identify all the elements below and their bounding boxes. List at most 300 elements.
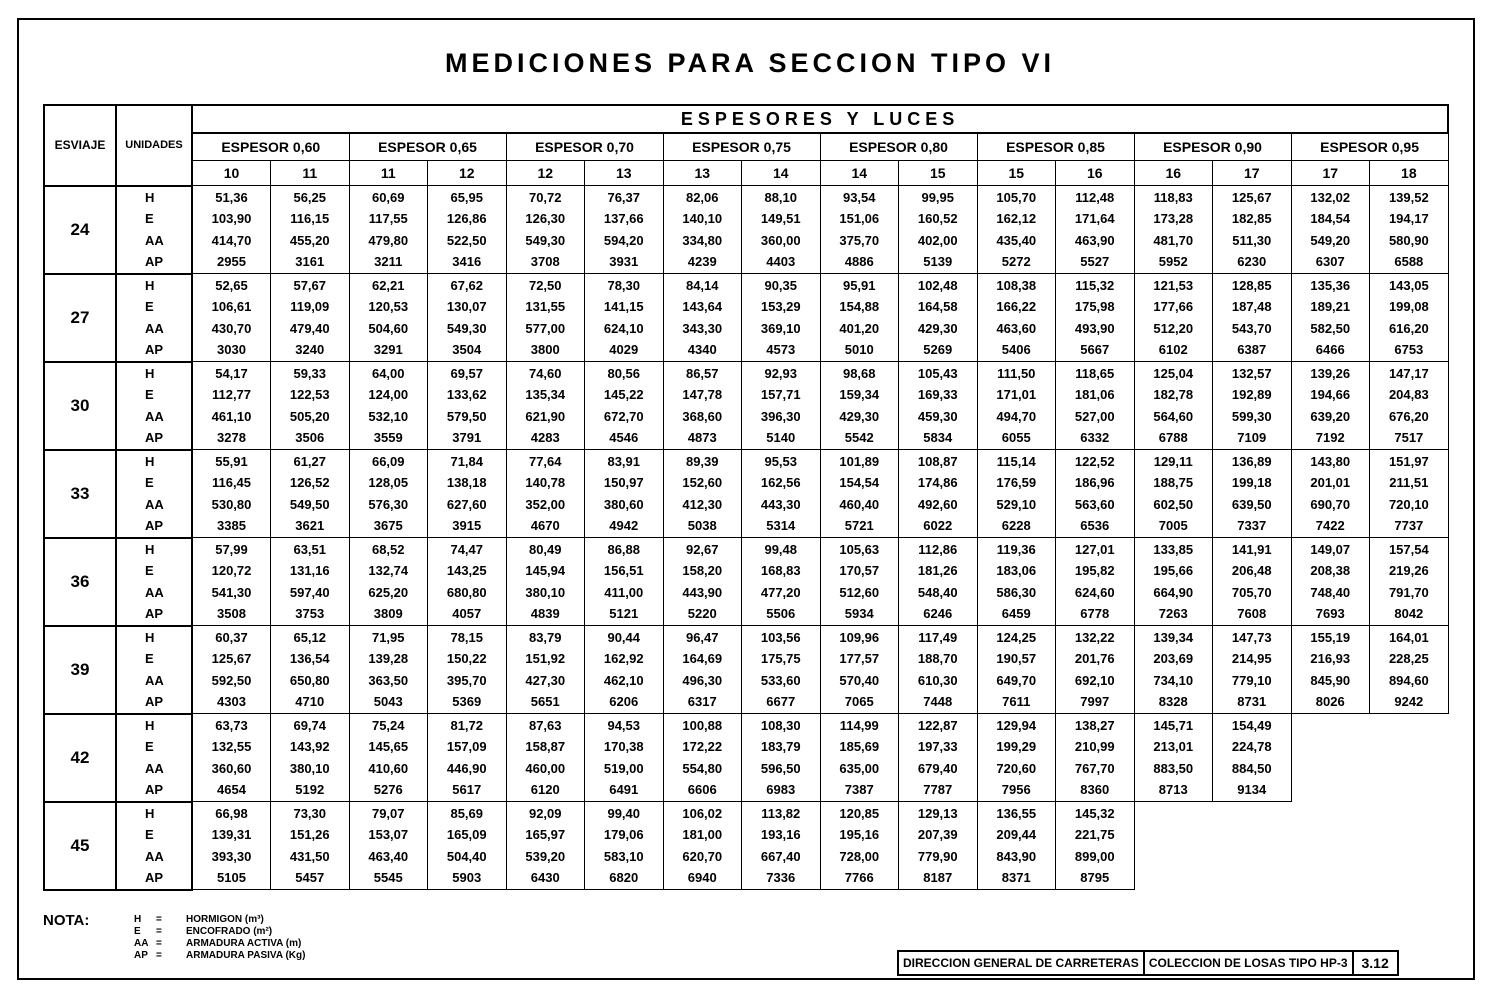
measurement-value: 141,91 [1231, 541, 1272, 557]
measurement-value: 504,60 [368, 320, 409, 336]
measurement-value: 71,84 [450, 453, 484, 469]
measurement-value: 492,60 [917, 496, 958, 512]
value-cell [977, 626, 1056, 714]
unit-cell [116, 362, 192, 450]
value-cell [1134, 538, 1213, 626]
luz-header: 17 [1213, 161, 1292, 186]
measurement-value: 66,98 [215, 805, 248, 821]
measurement-value: 3559 [373, 430, 403, 446]
esviaje-value: 33 [44, 450, 116, 538]
value-cell [899, 538, 978, 626]
measurement-value: 3291 [373, 342, 403, 358]
value-cell [663, 714, 742, 802]
measurement-value: 429,30 [839, 408, 880, 424]
measurement-value: 78,15 [450, 629, 484, 645]
measurement-value: 527,00 [1074, 408, 1115, 424]
value-cell [663, 802, 742, 890]
measurement-value: 92,93 [764, 365, 798, 381]
measurement-value: 157,09 [446, 739, 487, 755]
value-cell [1291, 362, 1370, 450]
value-cell [820, 186, 899, 274]
measurement-value: 105,43 [917, 365, 958, 381]
measurement-value: 139,52 [1388, 189, 1429, 205]
measurement-value: 576,30 [368, 496, 409, 512]
measurement-value: 3504 [452, 342, 482, 358]
measurement-value: 162,56 [760, 475, 801, 491]
measurement-value: 153,07 [368, 827, 409, 843]
measurement-value: 532,10 [368, 408, 409, 424]
unit-cell [116, 802, 192, 890]
unit-label: AP [145, 782, 164, 798]
measurement-value: 620,70 [682, 848, 723, 864]
value-cell [1370, 186, 1449, 274]
measurement-value: 8026 [1315, 694, 1345, 710]
measurement-value: 164,58 [917, 299, 958, 315]
measurement-value: 779,90 [917, 848, 958, 864]
value-cell [820, 714, 899, 802]
value-cell [899, 714, 978, 802]
measurement-value: 155,19 [1310, 629, 1351, 645]
measurement-value: 193,16 [760, 827, 801, 843]
value-cell [1134, 362, 1213, 450]
unit-cell [116, 274, 192, 362]
measurement-value: 460,00 [525, 760, 566, 776]
measurement-value: 692,10 [1074, 672, 1115, 688]
value-cell [1056, 274, 1135, 362]
measurement-value: 6206 [609, 694, 639, 710]
measurement-value: 118,65 [1075, 365, 1115, 381]
unit-label: AA [145, 408, 164, 424]
value-cell [349, 802, 428, 890]
measurement-value: 199,08 [1388, 299, 1429, 315]
measurement-value: 157,54 [1388, 541, 1429, 557]
measurement-value: 122,52 [1074, 453, 1115, 469]
value-cell [1056, 714, 1135, 802]
measurement-value: 201,76 [1074, 651, 1115, 667]
measurement-value: 624,10 [603, 320, 644, 336]
unit-label: AA [145, 848, 164, 864]
measurement-value: 152,60 [682, 475, 723, 491]
measurement-value: 8360 [1080, 782, 1110, 798]
nota-text: ENCOFRADO (m²) [186, 926, 273, 937]
measurement-value: 627,60 [446, 496, 487, 512]
unit-cell [116, 186, 192, 274]
measurement-value: 883,50 [1153, 760, 1194, 776]
measurement-value: 99,40 [607, 805, 641, 821]
table-row [44, 450, 1448, 538]
measurement-value: 109,96 [839, 629, 880, 645]
measurement-value: 60,37 [215, 629, 248, 645]
measurement-value: 459,30 [917, 408, 958, 424]
measurement-value: 884,50 [1231, 760, 1272, 776]
value-cell [349, 538, 428, 626]
measurement-value: 139,34 [1153, 629, 1194, 645]
value-cell [742, 186, 821, 274]
measurement-value: 75,24 [371, 717, 405, 733]
measurement-value: 4239 [687, 254, 717, 270]
measurement-value: 511,30 [1232, 232, 1272, 248]
measurement-value: 101,89 [839, 453, 880, 469]
measurement-value: 72,50 [528, 277, 562, 293]
measurement-value: 549,30 [525, 232, 566, 248]
luz-header: 18 [1370, 161, 1449, 186]
measurement-value: 162,92 [603, 651, 644, 667]
measurement-value: 150,97 [603, 475, 644, 491]
measurement-value: 108,30 [760, 717, 801, 733]
measurement-value: 479,80 [368, 232, 409, 248]
nota-key: AP [134, 950, 148, 961]
measurement-value: 7422 [1315, 518, 1345, 534]
measurement-value: 63,73 [215, 717, 248, 733]
measurement-value: 512,60 [839, 584, 880, 600]
value-cell [977, 538, 1056, 626]
measurement-value: 4303 [217, 694, 246, 710]
measurement-value: 145,22 [603, 387, 644, 403]
measurement-value: 3508 [217, 606, 246, 622]
measurement-value: 5721 [844, 518, 874, 534]
measurement-value: 664,90 [1153, 584, 1194, 600]
measurement-value: 106,02 [682, 805, 723, 821]
measurement-value: 4340 [687, 342, 717, 358]
measurement-value: 9242 [1394, 694, 1424, 710]
measurement-value: 169,33 [917, 387, 958, 403]
measurement-value: 89,39 [685, 453, 719, 469]
measurement-value: 166,22 [996, 299, 1037, 315]
measurement-value: 3278 [217, 430, 246, 446]
measurement-value: 7608 [1237, 606, 1267, 622]
measurement-value: 90,35 [764, 277, 798, 293]
measurement-value: 679,40 [917, 760, 958, 776]
measurement-value: 203,69 [1153, 651, 1194, 667]
measurement-value: 127,01 [1074, 541, 1115, 557]
measurement-value: 149,51 [760, 211, 801, 227]
value-cell [1134, 626, 1213, 714]
measurement-value: 157,71 [760, 387, 801, 403]
measurement-value: 199,29 [996, 739, 1037, 755]
value-cell [428, 802, 507, 890]
measurement-value: 195,66 [1153, 563, 1194, 579]
luz-header: 15 [977, 161, 1056, 186]
measurement-value: 131,16 [289, 563, 330, 579]
value-cell [271, 802, 350, 890]
measurement-value: 170,38 [603, 739, 644, 755]
nota-text: HORMIGON (m³) [186, 914, 264, 925]
value-cell [428, 626, 507, 714]
measurement-value: 380,10 [525, 584, 566, 600]
nota-label: NOTA: [43, 912, 90, 929]
measurement-value: 6387 [1237, 342, 1267, 358]
measurement-value: 5192 [295, 782, 325, 798]
unit-label: AA [145, 496, 164, 512]
measurement-value: 5952 [1158, 254, 1188, 270]
value-cell [506, 714, 585, 802]
measurement-value: 522,50 [446, 232, 487, 248]
unit-label: AP [145, 254, 164, 270]
luz-header: 13 [585, 161, 664, 186]
measurement-value: 5834 [923, 430, 953, 446]
value-cell [192, 274, 271, 362]
nota-item [134, 914, 305, 926]
measurement-value: 57,67 [293, 277, 327, 293]
measurement-value: 7766 [844, 870, 874, 886]
value-cell [1134, 450, 1213, 538]
measurement-value: 493,90 [1074, 320, 1115, 336]
measurement-value: 6246 [923, 606, 953, 622]
measurement-value: 5139 [923, 254, 953, 270]
value-cell [349, 362, 428, 450]
value-cell [192, 362, 271, 450]
measurement-value: 6778 [1080, 606, 1110, 622]
measurement-value: 116,45 [211, 475, 252, 491]
measurement-value: 5140 [766, 430, 796, 446]
value-cell [428, 274, 507, 362]
measurement-value: 224,78 [1231, 739, 1272, 755]
measurement-value: 734,10 [1153, 672, 1194, 688]
value-cell [820, 538, 899, 626]
unit-label: H [145, 453, 155, 469]
measurement-value: 199,18 [1231, 475, 1272, 491]
measurement-value: 791,70 [1388, 584, 1429, 600]
sheet-number: 3.12 [1361, 955, 1389, 971]
measurement-value: 80,49 [528, 541, 562, 557]
measurement-value: 463,40 [368, 848, 409, 864]
measurement-value: 66,09 [371, 453, 405, 469]
measurement-value: 455,20 [289, 232, 330, 248]
measurement-value: 172,22 [682, 739, 723, 755]
measurement-value: 181,26 [917, 563, 958, 579]
measurement-value: 120,72 [211, 563, 252, 579]
measurement-value: 5010 [844, 342, 874, 358]
measurement-value: 5617 [452, 782, 482, 798]
measurement-value: 4654 [217, 782, 246, 798]
measurement-value: 6332 [1080, 430, 1110, 446]
measurement-value: 138,27 [1074, 717, 1115, 733]
value-cell [1056, 626, 1135, 714]
measurement-value: 4057 [452, 606, 482, 622]
measurement-value: 443,30 [760, 496, 801, 512]
value-cell [349, 274, 428, 362]
measurement-value: 189,21 [1310, 299, 1351, 315]
measurement-value: 129,13 [917, 805, 958, 821]
value-cell [1134, 714, 1213, 802]
measurement-value: 126,30 [525, 211, 566, 227]
value-cell [1291, 626, 1370, 714]
measurement-value: 6753 [1394, 342, 1424, 358]
measurement-value: 165,09 [446, 827, 487, 843]
unit-label: E [145, 299, 154, 315]
value-cell [663, 450, 742, 538]
value-cell [820, 362, 899, 450]
measurement-value: 59,33 [293, 365, 327, 381]
measurement-value: 133,85 [1153, 541, 1194, 557]
measurement-value: 185,69 [839, 739, 880, 755]
measurement-value: 705,70 [1231, 584, 1272, 600]
measurement-value: 352,00 [525, 496, 566, 512]
esviaje-header: ESVIAJE [44, 105, 116, 186]
value-cell [428, 450, 507, 538]
measurement-value: 676,20 [1388, 408, 1429, 424]
measurement-value: 431,50 [289, 848, 330, 864]
value-cell [192, 802, 271, 890]
measurement-value: 80,56 [607, 365, 641, 381]
measurement-value: 496,30 [682, 672, 723, 688]
unit-label: E [145, 475, 154, 491]
measurement-value: 4670 [530, 518, 560, 534]
measurement-value: 462,10 [603, 672, 644, 688]
measurement-value: 3809 [373, 606, 403, 622]
measurement-value: 108,38 [996, 277, 1037, 293]
espesor-header: ESPESOR 0,85 [977, 133, 1134, 161]
measurement-value: 577,00 [525, 320, 566, 336]
measurement-value: 145,32 [1074, 805, 1115, 821]
nota-text: ARMADURA PASIVA (Kg) [186, 950, 306, 961]
table-row [44, 714, 1448, 802]
measurement-value: 64,00 [371, 365, 405, 381]
value-cell [271, 274, 350, 362]
measurement-value: 402,00 [917, 232, 958, 248]
measurement-value: 414,70 [211, 232, 252, 248]
measurement-value: 7737 [1394, 518, 1424, 534]
measurement-value: 548,40 [917, 584, 958, 600]
measurement-value: 154,88 [839, 299, 880, 315]
measurement-value: 119,36 [996, 541, 1036, 557]
value-cell [585, 450, 664, 538]
measurement-value: 554,80 [682, 760, 723, 776]
measurement-value: 108,87 [917, 453, 958, 469]
value-cell [1370, 538, 1449, 626]
measurement-value: 6430 [530, 870, 560, 886]
measurement-value: 228,25 [1388, 651, 1429, 667]
value-cell [742, 714, 821, 802]
measurement-value: 136,55 [996, 805, 1037, 821]
luz-header: 11 [349, 161, 428, 186]
measurement-value: 113,82 [761, 805, 801, 821]
measurement-value: 579,50 [446, 408, 487, 424]
measurement-value: 7787 [923, 782, 953, 798]
measurement-value: 79,07 [371, 805, 405, 821]
measurement-value: 690,70 [1310, 496, 1351, 512]
measurement-value: 3506 [295, 430, 325, 446]
measurement-value: 6230 [1237, 254, 1267, 270]
measurement-value: 219,26 [1388, 563, 1429, 579]
measurement-value: 159,34 [839, 387, 880, 403]
measurement-value: 151,26 [289, 827, 330, 843]
measurement-value: 477,20 [760, 584, 801, 600]
measurement-value: 145,94 [525, 563, 566, 579]
measurement-value: 207,39 [917, 827, 958, 843]
measurement-value: 171,64 [1074, 211, 1115, 227]
value-cell [585, 538, 664, 626]
nota-text: ARMADURA ACTIVA (m) [186, 938, 302, 949]
measurement-value: 151,97 [1388, 453, 1429, 469]
measurement-value: 3800 [530, 342, 560, 358]
empty-cell [1291, 714, 1370, 802]
value-cell [1056, 186, 1135, 274]
value-cell [1213, 186, 1292, 274]
measurement-value: 117,55 [368, 211, 408, 227]
table-row [44, 802, 1448, 890]
measurement-value: 4283 [530, 430, 560, 446]
measurement-value: 5105 [217, 870, 246, 886]
measurement-value: 132,74 [368, 563, 409, 579]
value-cell [820, 802, 899, 890]
measurement-value: 368,60 [682, 408, 723, 424]
measurement-value: 3708 [530, 254, 560, 270]
measurement-value: 136,54 [289, 651, 330, 667]
luz-header: 12 [428, 161, 507, 186]
measurement-value: 136,89 [1231, 453, 1272, 469]
measurement-value: 5527 [1080, 254, 1110, 270]
measurement-value: 183,06 [996, 563, 1037, 579]
unit-label: AA [145, 760, 164, 776]
measurement-value: 3791 [452, 430, 482, 446]
measurement-value: 88,10 [764, 189, 798, 205]
unit-label: H [145, 277, 155, 293]
measurement-value: 7192 [1315, 430, 1345, 446]
unit-label: AA [145, 320, 164, 336]
measurement-value: 6317 [687, 694, 717, 710]
measurement-value: 112,86 [918, 541, 958, 557]
measurement-value: 106,61 [211, 299, 252, 315]
organismo-label: DIRECCION GENERAL DE CARRETERAS [899, 952, 1145, 974]
unit-label: AP [145, 342, 164, 358]
measurement-value: 7109 [1237, 430, 1267, 446]
esviaje-value: 42 [44, 714, 116, 802]
measurement-value: 103,90 [211, 211, 252, 227]
measurement-value: 3416 [452, 254, 482, 270]
measurement-value: 125,67 [1231, 189, 1272, 205]
measurement-value: 5269 [923, 342, 953, 358]
measurement-value: 74,60 [528, 365, 562, 381]
measurement-value: 8731 [1237, 694, 1267, 710]
measurement-value: 5903 [452, 870, 482, 886]
measurement-value: 6022 [923, 518, 953, 534]
measurement-value: 843,90 [996, 848, 1037, 864]
measurement-value: 69,74 [293, 717, 327, 733]
measurement-value: 129,94 [996, 717, 1037, 733]
value-cell [742, 362, 821, 450]
measurement-value: 182,85 [1231, 211, 1272, 227]
measurement-value: 5542 [844, 430, 874, 446]
measurement-value: 183,79 [760, 739, 801, 755]
measurement-value: 164,69 [682, 651, 723, 667]
measurement-value: 7448 [923, 694, 953, 710]
value-cell [192, 714, 271, 802]
measurement-value: 62,21 [371, 277, 405, 293]
measurement-value: 5406 [1001, 342, 1031, 358]
value-cell [506, 626, 585, 714]
measurement-value: 429,30 [917, 320, 958, 336]
measurement-value: 5651 [530, 694, 560, 710]
measurement-value: 592,50 [211, 672, 252, 688]
unit-label: AP [145, 694, 164, 710]
nota-equals: = [156, 938, 162, 949]
measurement-value: 52,65 [215, 277, 248, 293]
measurement-value: 672,70 [603, 408, 644, 424]
measurement-value: 564,60 [1153, 408, 1194, 424]
measurement-value: 128,05 [368, 475, 409, 491]
measurement-value: 649,70 [996, 672, 1037, 688]
measurement-value: 7336 [766, 870, 796, 886]
measurement-value: 541,30 [211, 584, 252, 600]
measurement-value: 68,52 [371, 541, 405, 557]
measurement-value: 192,89 [1231, 387, 1272, 403]
measurement-value: 195,16 [839, 827, 880, 843]
measurement-value: 3385 [217, 518, 246, 534]
measurement-value: 680,80 [446, 584, 487, 600]
measurement-value: 481,70 [1153, 232, 1194, 248]
measurement-value: 173,28 [1153, 211, 1194, 227]
